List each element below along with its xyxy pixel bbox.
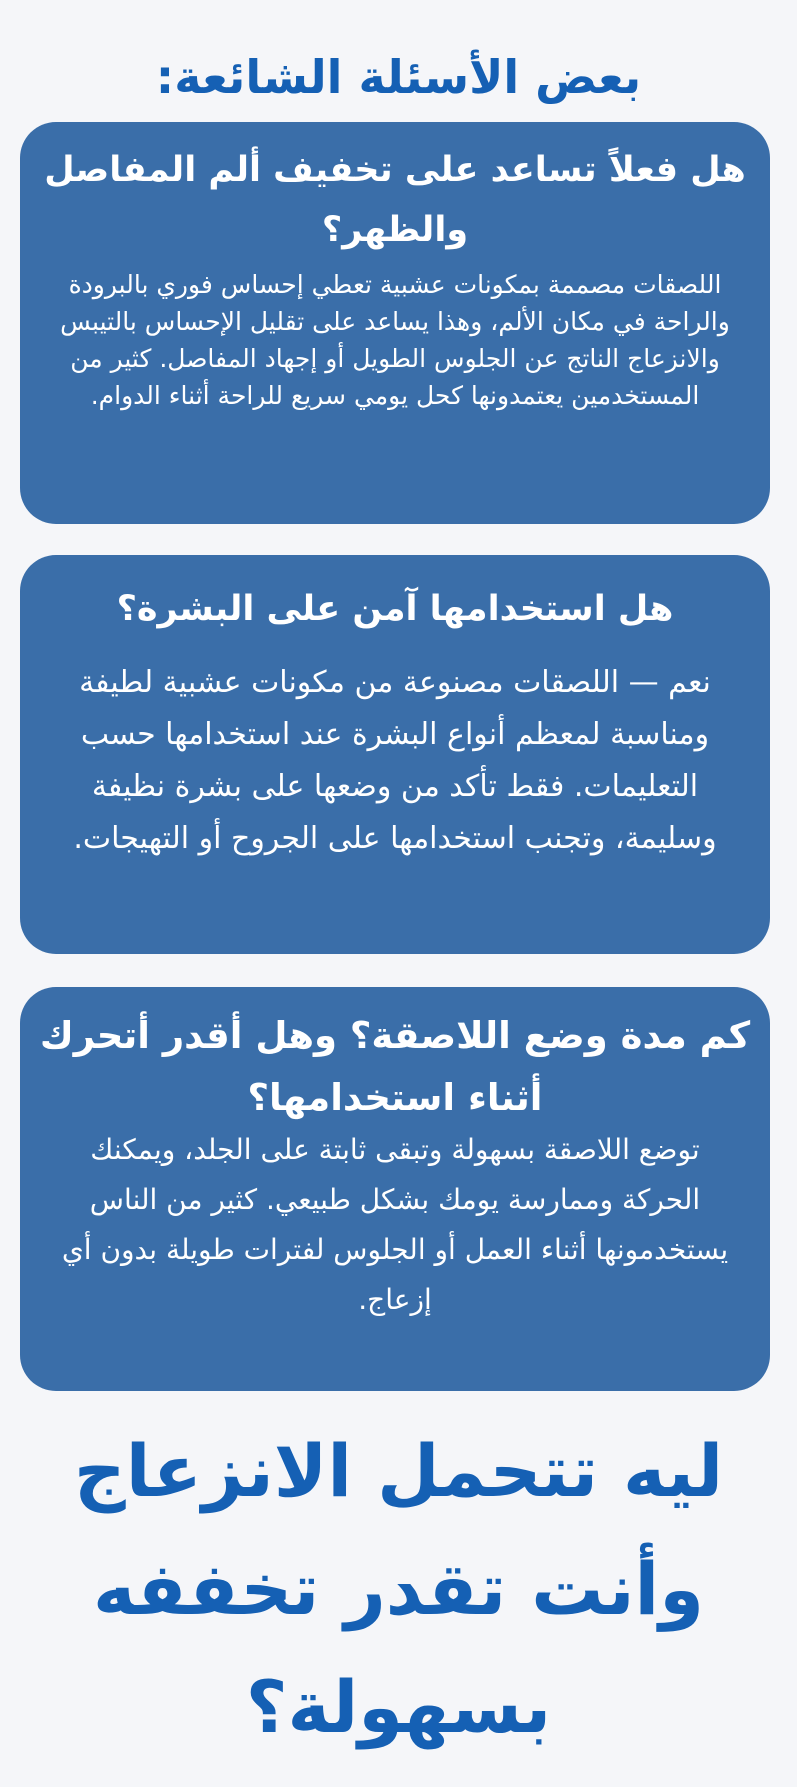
faq-answer: اللصقات مصممة بمكونات عشبية تعطي إحساس فوري بالبرودة والراحة في مكان الألم، وهذا يساعد على تقليل الإحساس بالتيبس والانزعاج الناتج عن الجلوس الطويل أو إجهاد المفاصل. كثير من المستخدمين يعتمدونها كحل يومي سريع للراحة أثناء الدوام. [60,270,730,410]
faq-card-skin-safety [20,555,770,954]
faq-question: هل فعلاً تساعد على تخفيف ألم المفاصل والظهر؟ [44,150,746,250]
page-title: بعض الأسئلة الشائعة: [155,49,642,104]
faq-question: هل استخدامها آمن على البشرة؟ [116,589,674,629]
faq-card-joint-pain [20,122,770,524]
faq-question: كم مدة وضع اللاصقة؟ وهل أقدر أتحرك أثناء استخدامها؟ [39,1014,751,1119]
cta-heading: ليه تتحمل الانزعاج وأنت تقدر تخففه بسهولة؟ [73,1429,724,1749]
faq-answer: نعم — اللصقات مصنوعة من مكونات عشبية لطيفة ومناسبة لمعظم أنواع البشرة عند استخدامها حسب التعليمات. فقط تأكد من وضعها على بشرة نظيفة وسليمة، وتجنب استخدامها على الجروح أو التهيجات. [73,665,717,856]
faq-card-duration [20,987,770,1391]
faq-answer: توضع اللاصقة بسهولة وتبقى ثابتة على الجلد، ويمكنك الحركة وممارسة يومك بشكل طبيعي. كثير من الناس يستخدمونها أثناء العمل أو الجلوس لفترات طويلة بدون أي إزعاج. [61,1133,729,1316]
